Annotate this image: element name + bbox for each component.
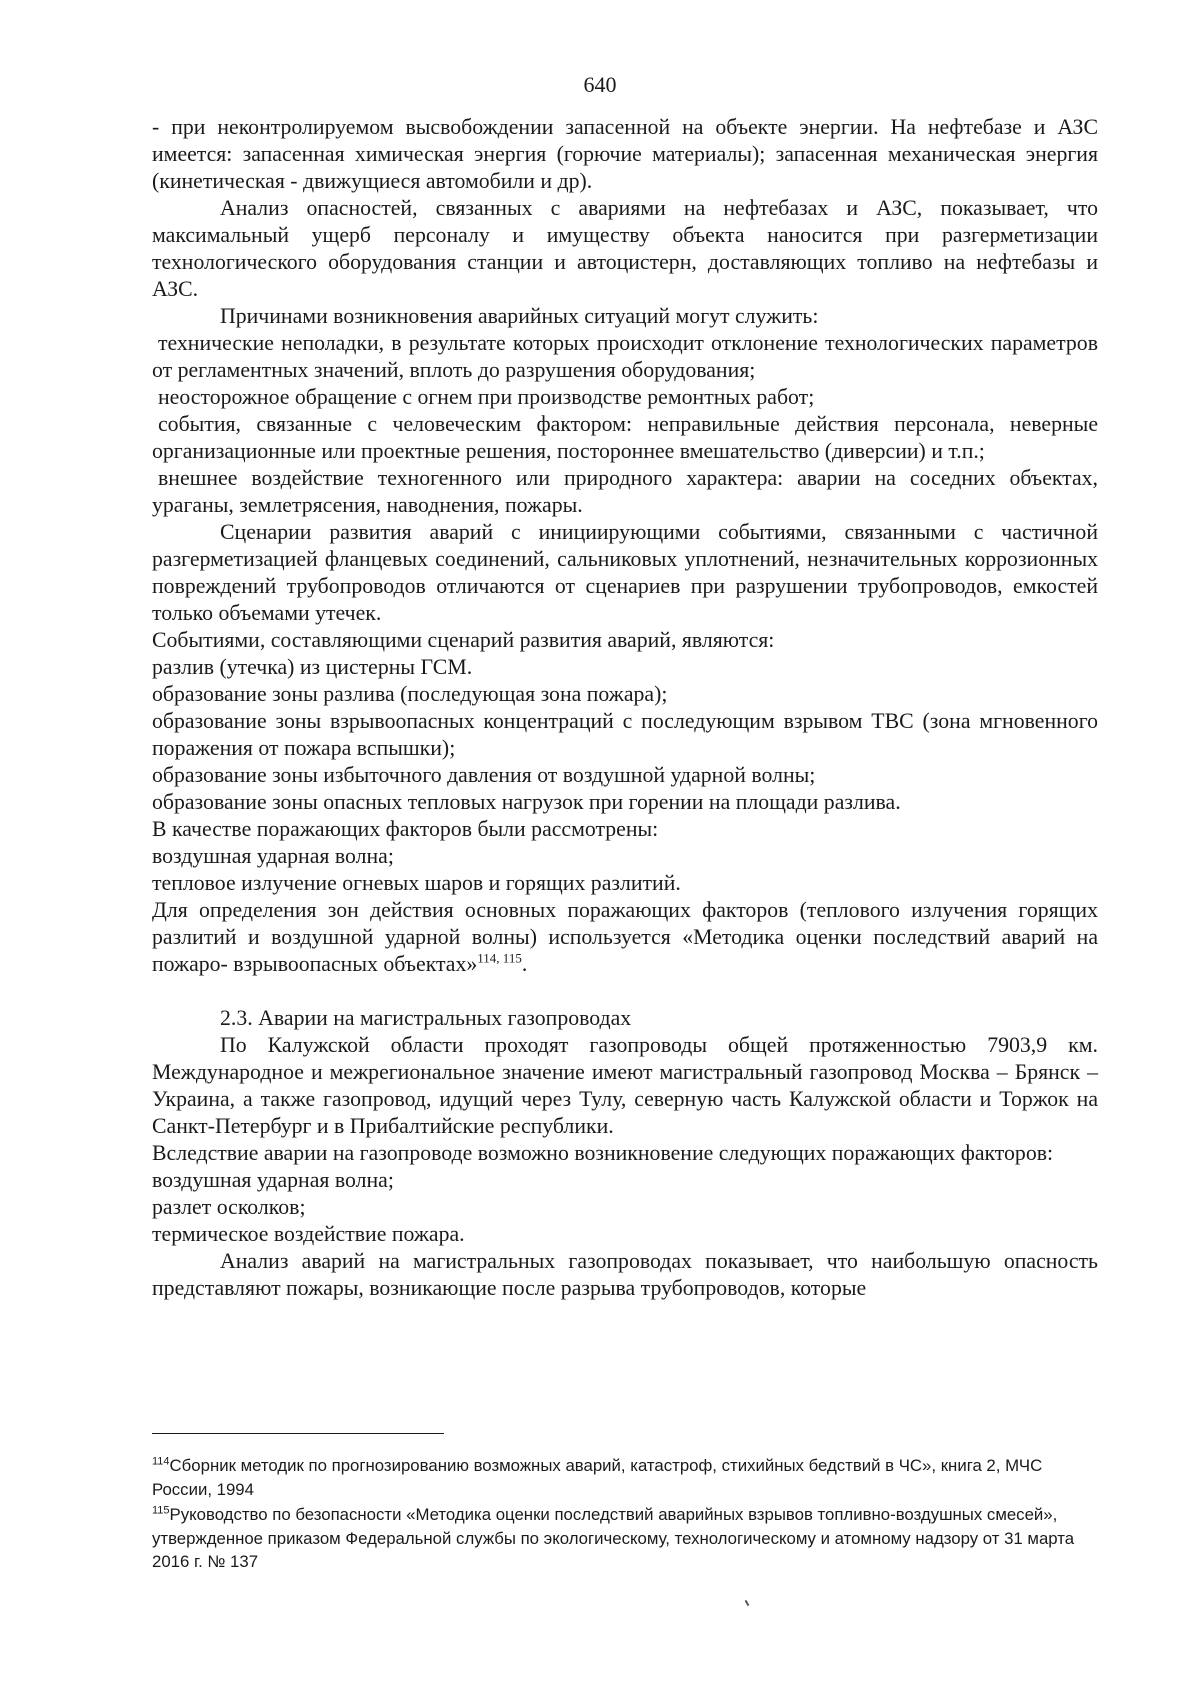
list-item: неосторожное обращение с огнем при производстве ремонтных работ; [158, 385, 815, 409]
footnote-separator [152, 1433, 444, 1434]
body-text [152, 114, 1098, 1302]
list-item: тепловое излучение огневых шаров и горящих разлитий. [152, 871, 681, 895]
list-item: термическое воздействие пожара. [152, 1222, 465, 1246]
section-spacer [152, 978, 1098, 1005]
paragraph-text: Для определения зон действия основных поражающих факторов (теплового излучения горящих разлитий и воздушной ударной волны) используется «Методика оценки последствий аварий на пожаро- взрывоопасных объектах» [152, 898, 1098, 976]
paragraph: В качестве поражающих факторов были рассмотрены: [152, 817, 659, 841]
paragraph: Сценарии развития аварий с инициирующими событиями, связанными с частичной разгерметизацией фланцевых соединений, сальниковых уплотнений, незначительных коррозионных повреждений трубопроводов отличаются от сценариев при разрушении трубопроводов, емкостей только объемами утечек. [152, 520, 1098, 625]
list-item: воздушная ударная волна; [152, 1168, 394, 1192]
list-item: образование зоны избыточного давления от воздушной ударной волны; [152, 763, 816, 787]
list-item: события, связанные с человеческим фактором: неправильные действия персонала, неверные организационные или проектные решения, постороннее вмешательство (диверсии) и т.п.; [152, 412, 1098, 463]
footnote-mark: 114 [152, 1455, 170, 1468]
paragraph: Причинами возникновения аварийных ситуаций могут служить: [220, 304, 819, 328]
paragraph: - при неконтролируемом высвобождении запасенной на объекте энергии. На нефтебазе и АЗС имеется: запасенная химическая энергия (горючие материалы); запасенная механическая энергия (кинетическая - движущиеся автомобили и др). [152, 115, 1098, 193]
paragraph: Событиями, составляющими сценарий развития аварий, являются: [152, 628, 775, 652]
list-item: разлив (утечка) из цистерны ГСМ. [152, 655, 473, 679]
list-item: образование зоны опасных тепловых нагрузок при горении на площади разлива. [152, 790, 901, 814]
list-item: внешнее воздействие техногенного или природного характера: аварии на соседних объектах, ураганы, землетрясения, наводнения, пожары. [152, 466, 1098, 517]
paragraph: Вследствие аварии на газопроводе возможно возникновение следующих поражающих факторов: [152, 1141, 1054, 1165]
page-number: 640 [583, 72, 617, 97]
list-item: технические неполадки, в результате которых происходит отклонение технологических параметров от регламентных значений, вплоть до разрушения оборудования; [152, 331, 1098, 382]
list-item: разлет осколков; [152, 1195, 306, 1219]
paragraph-with-footnote-refs [152, 897, 1098, 978]
section-heading: 2.3. Аварии на магистральных газопроводах [220, 1006, 632, 1030]
scan-speck [745, 1600, 750, 1606]
paragraph: Анализ аварий на магистральных газопроводах показывает, что наибольшую опасность представляют пожары, возникающие после разрыва трубопроводов, которые [152, 1249, 1098, 1300]
footnotes [152, 1454, 1092, 1576]
footnote [152, 1454, 1092, 1501]
paragraph: Анализ опасностей, связанных с авариями на нефтебазах и АЗС, показывает, что максимальный ущерб персоналу и имуществу объекта наносится при разгерметизации технологического оборудования станции и автоцистерн, доставляющих топливо на нефтебазы и АЗС. [152, 196, 1098, 301]
footnote-reference: 114, 115 [477, 950, 522, 966]
list-item: образование зоны взрывоопасных концентраций с последующим взрывом ТВС (зона мгновенного поражения от пожара вспышки); [152, 709, 1098, 760]
list-item: воздушная ударная волна; [152, 844, 394, 868]
footnote-mark: 115 [152, 1504, 170, 1517]
footnote [152, 1503, 1092, 1574]
list-item: образование зоны разлива (последующая зона пожара); [152, 682, 668, 706]
paragraph: По Калужской области проходят газопроводы общей протяженностью 7903,9 км. Международное и межрегиональное значение имеют магистральный газопровод Москва – Брянск – Украина, а также газопровод, идущий через Тулу, северную часть Калужской области и Торжок на Санкт-Петербург и в Прибалтийские республики. [152, 1033, 1098, 1138]
footnote-text: Сборник методик по прогнозированию возможных аварий, катастроф, стихийных бедствий в ЧС», книга 2, МЧС России, 1994 [152, 1456, 1043, 1499]
paragraph-end: . [521, 952, 528, 976]
footnote-text: Руководство по безопасности «Методика оценки последствий аварийных взрывов топливно-воздушных смесей», утвержденное приказом Федеральной службы по экологическому, технологическому и атомному надзору от 31 марта 2016 г. № 137 [152, 1505, 1075, 1571]
